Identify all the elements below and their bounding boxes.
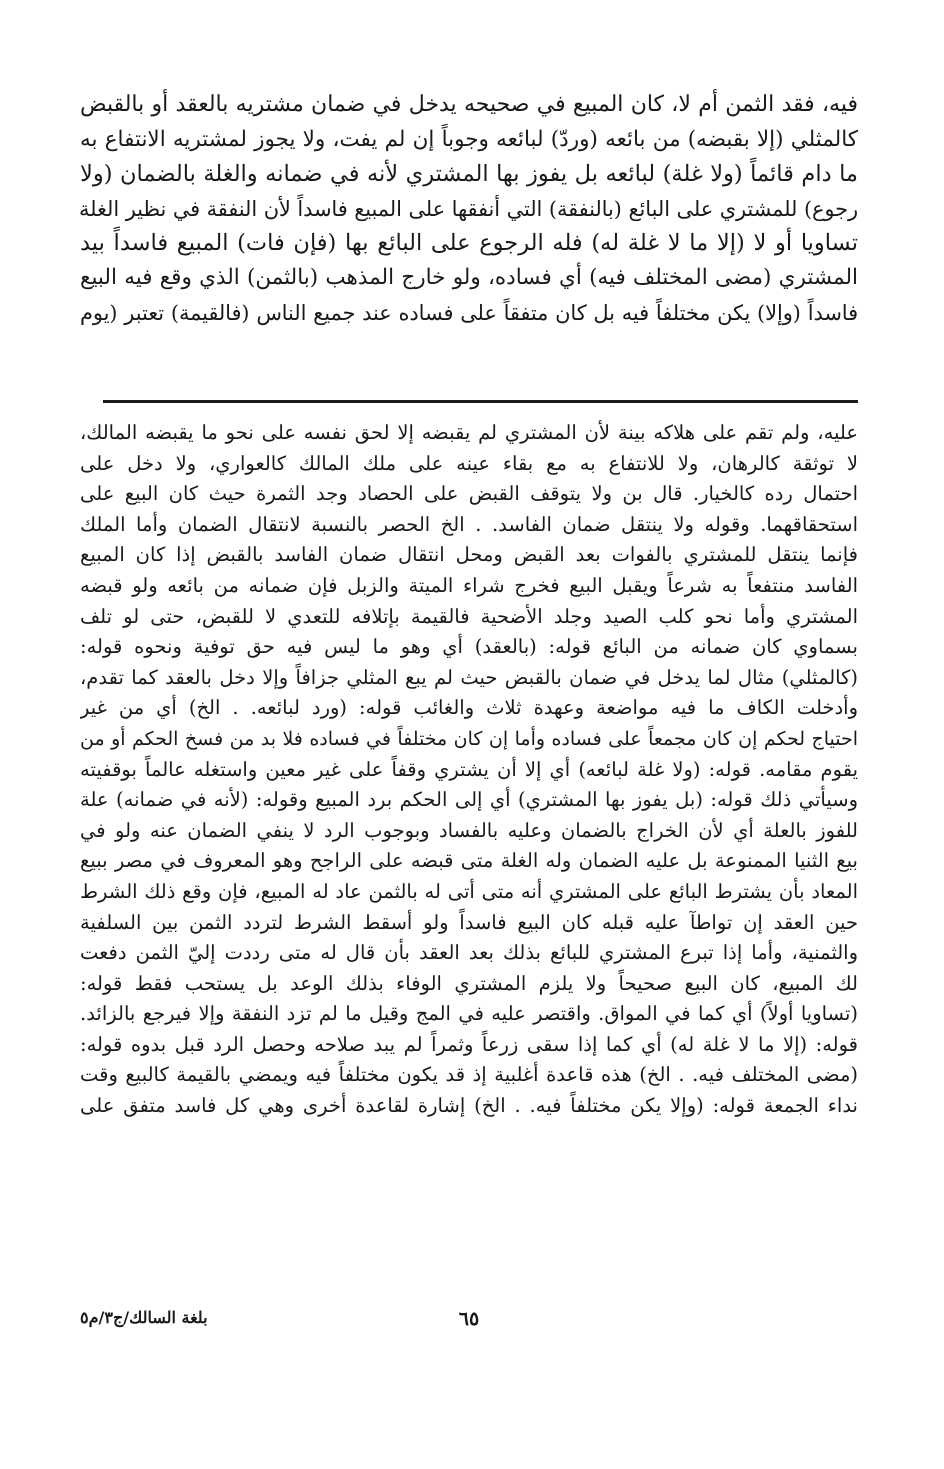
footnote-line: (كالمثلي) مثال لما يدخل في ضمان بالقبض حيث لم يبع المثلي جزافاً وإلا دخل بالعقد كما تقدم، [80, 665, 858, 689]
page-footer [80, 1308, 858, 1338]
footnote-line: والثمنية، وأما إذا تبرع المشتري للبائع بذلك بعد العقد بأن قال له متى رددت إليّ الثمن دفعت [80, 941, 858, 965]
footnote-line: (تساويا أولاً) أي كما في المواق. واقتصر عليه في المج وقيل ما لم تزد النفقة وإلا فيرجع بالزائد. [80, 1002, 858, 1026]
footnote-line: بسماوي كان ضمانه من البائع قوله: (بالعقد) أي وهو ما ليس فيه حق توفية ونحوه قوله: [80, 635, 858, 659]
footnote-line: بيع الثنيا الممنوعة بل عليه الضمان وله الغلة متى قبضه على الراجح وهو المعروف في مصر ببيع [80, 849, 858, 873]
printer-signature: بلغة السالك/ج٣/م٥ [80, 1308, 208, 1327]
footnote-line: وأدخلت الكاف ما فيه مواضعة وعهدة ثلاث والغائب قوله: (ورد لبائعه. . الخ) أي من غير [80, 696, 858, 720]
main-line: كالمثلي (إلا بقبضه) من بائعه (وردّ) لبائعه وجوباً إن لم يفت، ولا يجوز لمشتريه الانتفاع به [80, 126, 858, 152]
footnote-line: احتياج لحكم إن كان مجمعاً على فساده وأما إن كان مختلفاً في فساده فلا بد من فسخ الحكم أو من [80, 727, 858, 750]
main-line: فاسداً (وإلا) يكن مختلفاً فيه بل كان متفقاً على فساده عند جميع الناس (فالقيمة) تعتبر (يوم [80, 300, 858, 325]
main-line: المشتري (مضى المختلف فيه) أي فساده، ولو خارج المذهب (بالثمن) الذي وقع فيه البيع [80, 264, 858, 290]
main-text [80, 88, 858, 330]
footnote-line: لا توثقة كالرهان، ولا للانتفاع به مع بقاء عينه على ملك المالك كالعواري، ولا دخل على [80, 451, 858, 475]
footnote-line: (مضى المختلف فيه. . الخ) هذه قاعدة أغلبية إذ قد يكون مختلفاً فيه ويمضي بالقيمة كالبيع وقت [80, 1063, 858, 1087]
footnote-separator [103, 400, 858, 403]
page-number: ٦٥ [458, 1308, 480, 1330]
footnote-line: المعاد بأن يشترط البائع على المشتري أنه متى أتى له بالثمن عاد له المبيع، فإن وقع ذلك الشرط [80, 879, 858, 903]
main-line: فيه، فقد الثمن أم لا، كان المبيع في صحيحه يدخل في ضمان مشتريه بالعقد أو بالقبض [80, 92, 858, 117]
footnote-line: وسيأتي ذلك قوله: (بل يفوز بها المشتري) أي إلى الحكم برد المبيع وقوله: (لأنه في ضمانه) علة [80, 788, 858, 812]
footnote-line: لك المبيع، كان البيع صحيحاً ولا يلزم المشتري الوفاء بذلك الوعد بل يستحب فقط قوله: [80, 971, 858, 995]
footnote-line: فإنما ينتقل للمشتري بالفوات بعد القبض ومحل انتقال ضمان الفاسد بالقبض إذا كان المبيع [80, 543, 858, 567]
footnote-line: عليه، ولم تقم على هلاكه بينة لأن المشتري لم يقبضه إلا لحق نفسه على نحو ما يقبضه المالك، [80, 421, 858, 444]
footnote-line: المشتري وأما نحو كلب الصيد وجلد الأضحية فالقيمة بإتلافه للتعدي لا للقبض، حتى لو تلف [80, 604, 858, 628]
footnote-line: استحقاقهما. وقوله ولا ينتقل ضمان الفاسد. . الخ الحصر بالنسبة لانتقال الضمان وأما الملك [80, 512, 858, 536]
footnotes [80, 418, 858, 1122]
main-line: رجوع) للمشتري على البائع (بالنفقة) التي أنفقها على المبيع فاسداً لأن النفقة في نظير الغلة [79, 196, 858, 221]
main-line: ما دام قائماً (ولا غلة) لبائعه بل يفوز بها المشتري لأنه في ضمانه والغلة بالضمان (ولا [80, 161, 858, 188]
footnote-line: احتمال رده كالخيار. قال بن ولا يتوقف القبض على الحصاد وجد الثمرة حيث كان البيع على [80, 482, 858, 506]
footnote-line: حين العقد إن تواطآ عليه قبله كان البيع فاسداً ولو أسقط الشرط لتردد الثمن بين السلفية [80, 910, 858, 934]
footnote-line: نداء الجمعة قوله: (وإلا يكن مختلفاً فيه. . الخ) إشارة لقاعدة أخرى وهي كل فاسد متفق على [80, 1094, 858, 1118]
footnote-line: الفاسد منتفعاً به شرعاً ويقبل البيع فخرج شراء الميتة والزبل فإن ضمانه من بائعه ولو قبضه [80, 573, 858, 597]
footnote-line: للفوز بالعلة أي لأن الخراج بالضمان وعليه بالفساد وبوجوب الرد لا ينفي الضمان عنه ولو في [80, 818, 858, 842]
main-line: تساويا أو لا (إلا ما لا غلة له) فله الرجوع على البائع بها (فإن فات) المبيع فاسداً بيد [80, 230, 858, 257]
page [80, 88, 858, 1458]
footnote-line: يقوم مقامه. قوله: (ولا غلة لبائعه) أي إلا أن يشتري وقفاً على غير معين واستغله عالماً بوقفيته [80, 757, 858, 781]
footnote-line: قوله: (إلا ما لا غلة له) أي كما إذا سقى زرعاً وثمراً لم يبد صلاحه وحصل الرد قبل بدوه قوله: [80, 1032, 858, 1056]
